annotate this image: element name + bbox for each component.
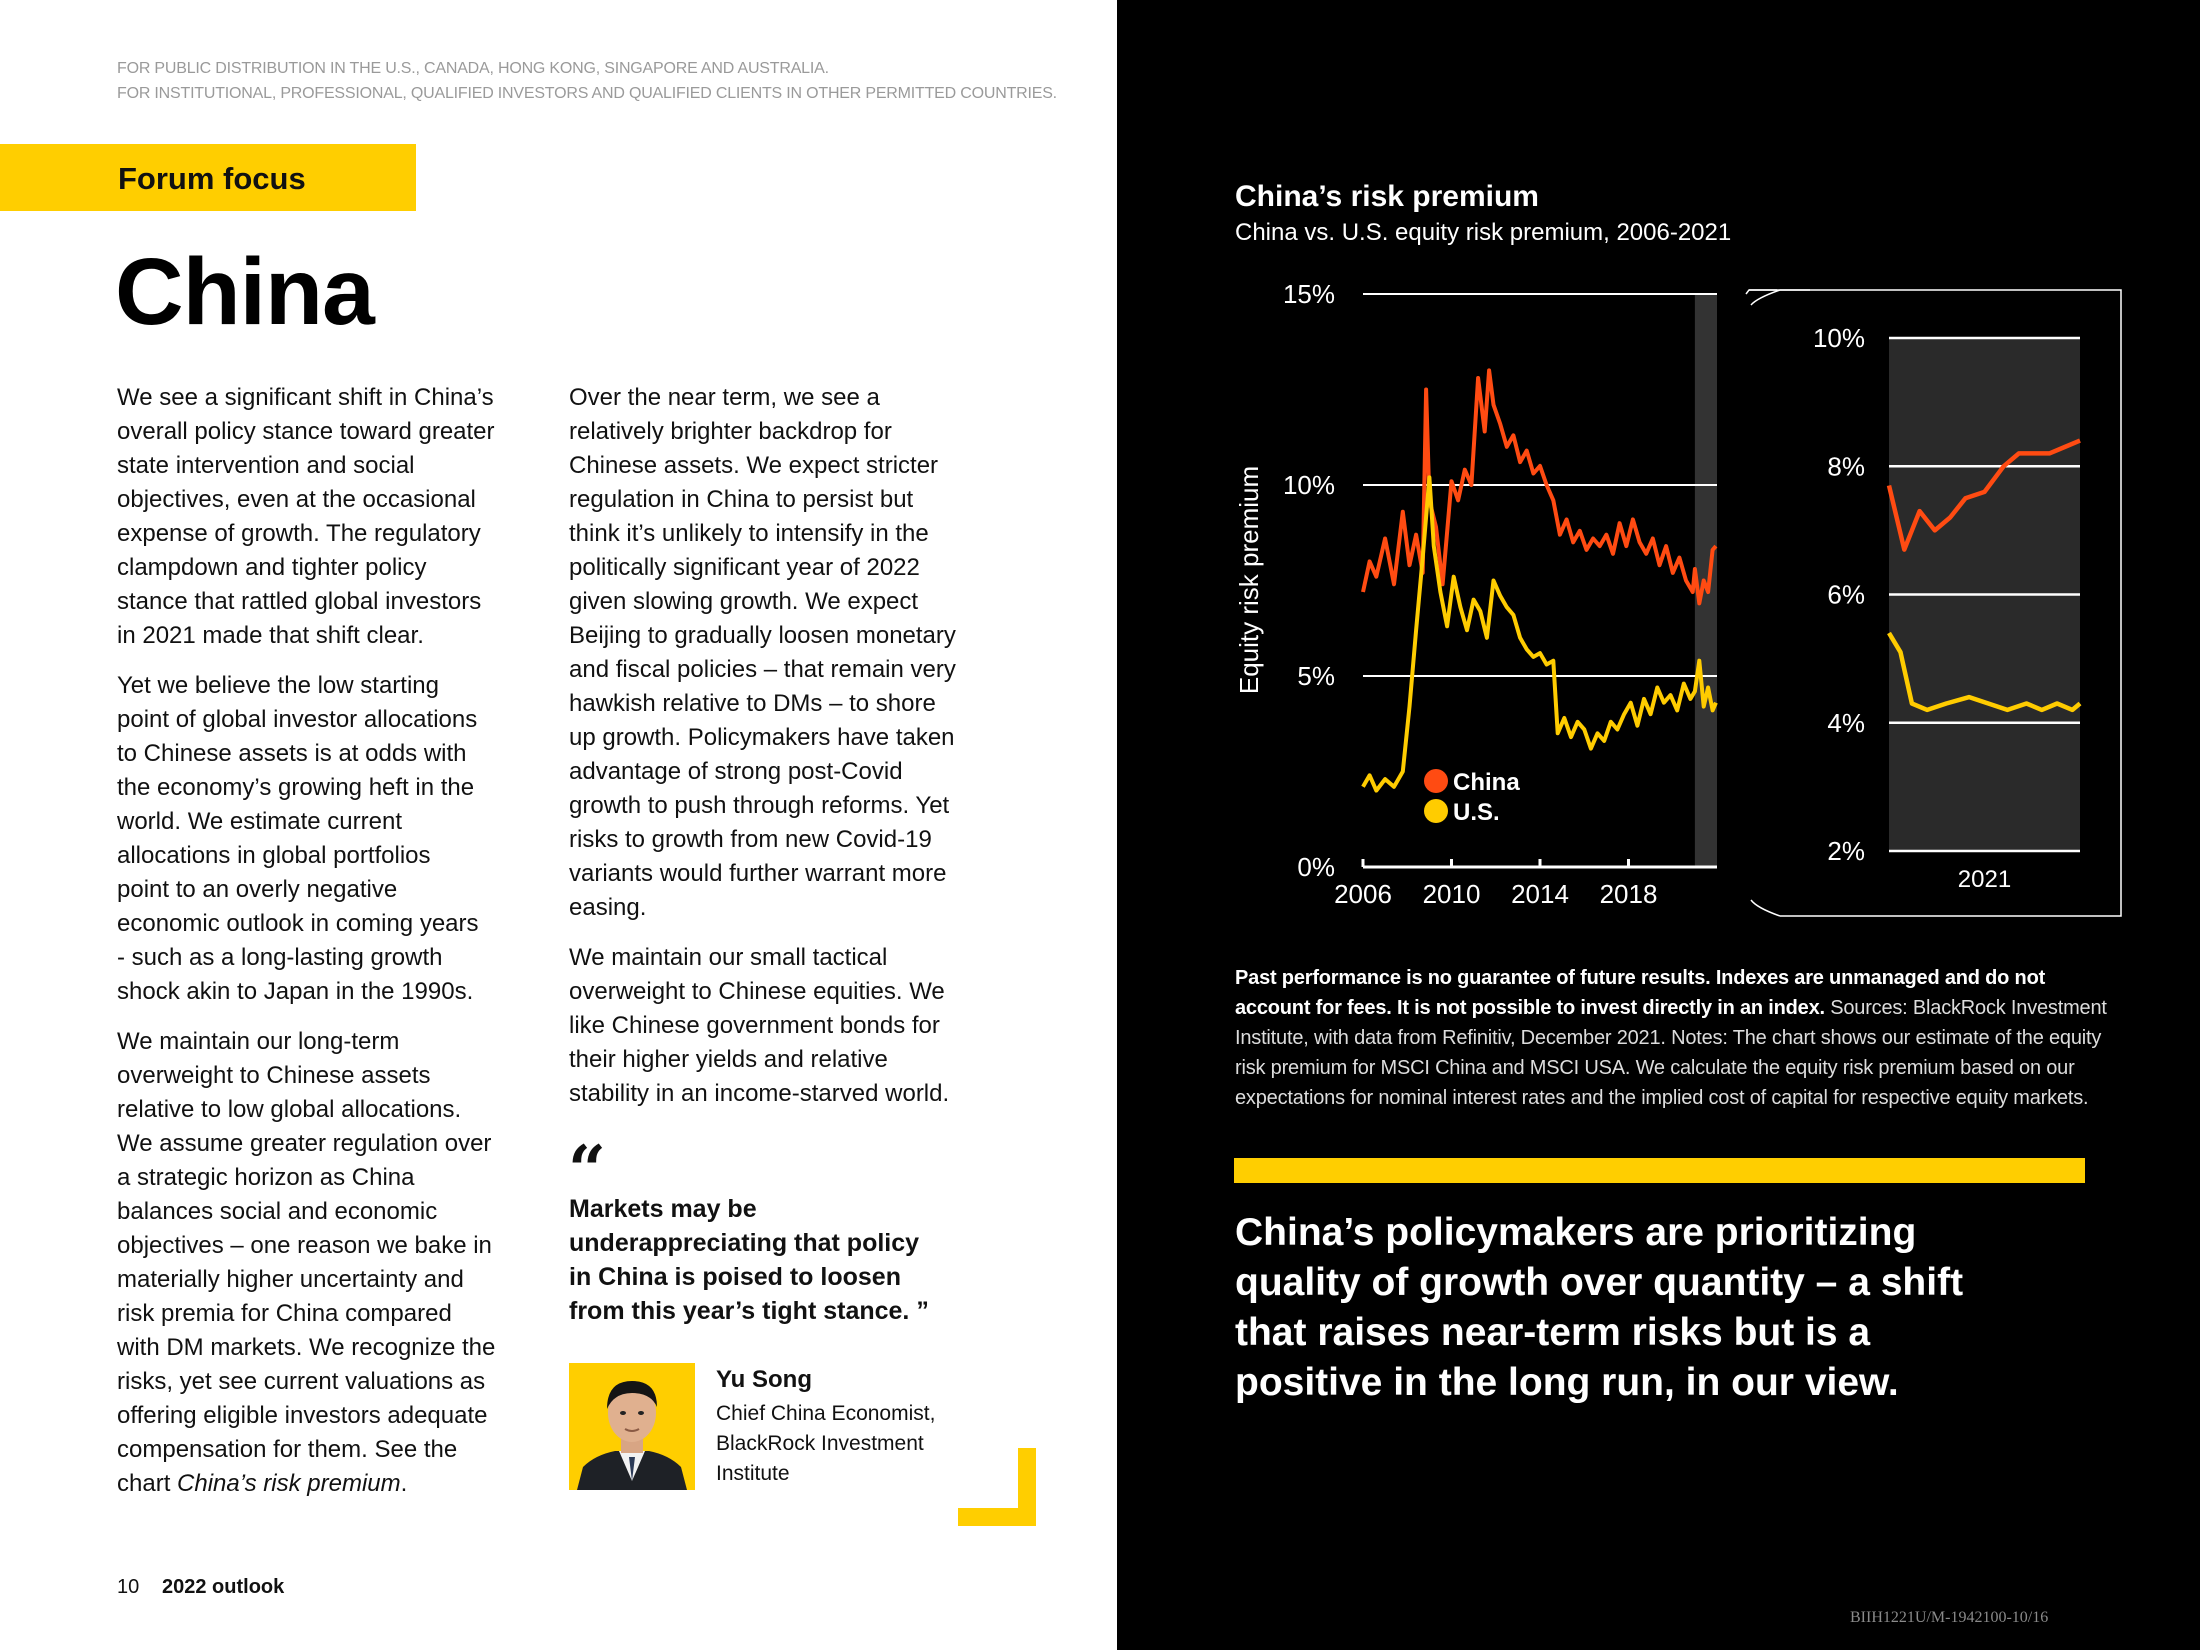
legend-marker [1424, 799, 1448, 823]
paragraph: We maintain our small tactical overweight to Chinese equities. We like Chinese government bonds for their higher yields and relative stability in an income-starved world. [569, 944, 950, 1107]
inset-x-tick-label: 2021 [1957, 866, 2012, 893]
page-number: 10 [117, 1576, 140, 1598]
person-photo [569, 1363, 695, 1490]
paragraph: We see a significant shift in China’s overall policy stance toward greater state intervention and social objectives, even at the occasional expense of growth. The regulatory clampdown and tighter policy stance that rattled global investors in 2021 made that shift clear. [117, 384, 495, 649]
portrait-image [569, 1363, 695, 1490]
paragraph-text: We maintain our long-term overweight to Chinese assets relative to low global allocations. We assume greater regulation over a strategic horizon as China balances social and economic objectives – one reason we bake in materially higher uncertainty and risk premia for China compared with DM markets. We recognize the risks, yet see current valuations as offering eligible investors adequate compensation for them. See the chart [117, 1028, 496, 1497]
source-text: Sources: BlackRock Investment Institute, with data from Refinitiv, December 2021. Notes: The chart shows our estimate of the equity risk premium for MSCI China and MSCI USA. We calculate the equity risk premium based on our expectations for nominal interest rates and the implied cost of capital for respective equity markets. [1235, 997, 2107, 1109]
y-tick-label: 10% [1282, 470, 1335, 500]
chart-subtitle: China vs. U.S. equity risk premium, 2006-2021 [1235, 219, 1732, 246]
page-title: China [115, 239, 374, 345]
legend-label: China [1453, 769, 1520, 796]
body-column-2 [569, 381, 1009, 1127]
person-role: Chief China Economist, BlackRock Investment Institute [716, 1402, 936, 1485]
distribution-disclaimer [117, 56, 1057, 106]
y-tick-label: 15% [1282, 279, 1335, 309]
divider-bar [1234, 1158, 2085, 1183]
paragraph [117, 1025, 547, 1501]
inset-y-tick-label: 8% [1827, 451, 1865, 482]
inset-y-tick-label: 2% [1827, 836, 1865, 866]
right-page [1117, 0, 2200, 1650]
series-line-china [1363, 370, 1716, 603]
body-column-1 [117, 381, 547, 1517]
y-axis-label: Equity risk premium [1234, 465, 1264, 695]
legend-marker [1424, 769, 1448, 793]
section-tag-label: Forum focus [118, 161, 306, 196]
quote-mark-icon: “ [568, 1131, 606, 1209]
x-tick-label: 2018 [1599, 879, 1658, 909]
series-line-us [1363, 477, 1716, 790]
section-tag [0, 144, 416, 211]
legend-label: U.S. [1453, 799, 1500, 826]
chart-title: China’s risk premium [1235, 180, 1539, 213]
corner-bracket-decoration [958, 1448, 1036, 1526]
inset-y-tick-label: 10% [1812, 323, 1865, 353]
document-code: BIIH1221U/M-1942100-10/16 [1850, 1609, 2049, 1626]
inset-y-tick-label: 6% [1827, 579, 1865, 610]
publication-label: 2022 outlook [162, 1576, 285, 1598]
person-name: Yu Song [716, 1366, 812, 1393]
y-tick-label: 0% [1297, 852, 1335, 882]
pull-quote: China’s policymakers are prioritizing quality of growth over quantity – a shift that raises near-term risks but is a positive in the long run, in our view. [1235, 1211, 1964, 1404]
x-tick-label: 2014 [1511, 879, 1569, 909]
paragraph: Over the near term, we see a relatively brighter backdrop for Chinese assets. We expect stricter regulation in China to persist but think it’s unlikely to intensify in the politically significant year of 2022 given slowing growth. We expect Beijing to gradually loosen monetary and fiscal policies – that remain very hawkish relative to DMs – to shore up growth. Policymakers have taken advantage of strong post-Covid growth to push through reforms. Yet risks to growth from new Covid-19 variants would further warrant more easing. [569, 384, 956, 921]
inset-y-tick-label: 4% [1827, 707, 1865, 738]
disclaimer-line-1: FOR PUBLIC DISTRIBUTION IN THE U.S., CANADA, HONG KONG, SINGAPORE AND AUSTRALIA. [117, 60, 829, 77]
y-tick-label: 5% [1297, 661, 1335, 691]
chart-reference: China’s risk premium [177, 1470, 401, 1497]
main-chart [1234, 279, 1777, 909]
x-tick-label: 2010 [1422, 879, 1481, 909]
x-tick-label: 2006 [1334, 879, 1392, 909]
source-note [1235, 963, 2115, 1113]
paragraph: Yet we believe the low starting point of global investor allocations to Chinese assets is at odds with the economy’s growing heft in the world. We estimate current allocations in global portfolios point to an overly negative economic outlook in coming years - such as a long-lasting growth shock akin to Japan in the 1990s. [117, 672, 479, 1005]
quote-text: Markets may be underappreciating that policy in China is poised to loosen from this year’s tight stance. ” [569, 1195, 929, 1325]
inset-chart [1746, 290, 2121, 916]
paragraph-end: . [400, 1470, 408, 1497]
disclaimer-line-2: FOR INSTITUTIONAL, PROFESSIONAL, QUALIFIED INVESTORS AND QUALIFIED CLIENTS IN OTHER PERMITTED COUNTRIES. [117, 85, 1057, 102]
past-performance-disclaimer: Past performance is no guarantee of future results. Indexes are unmanaged and do not account for fees. It is not possible to invest directly in an index. [1235, 967, 2046, 1019]
